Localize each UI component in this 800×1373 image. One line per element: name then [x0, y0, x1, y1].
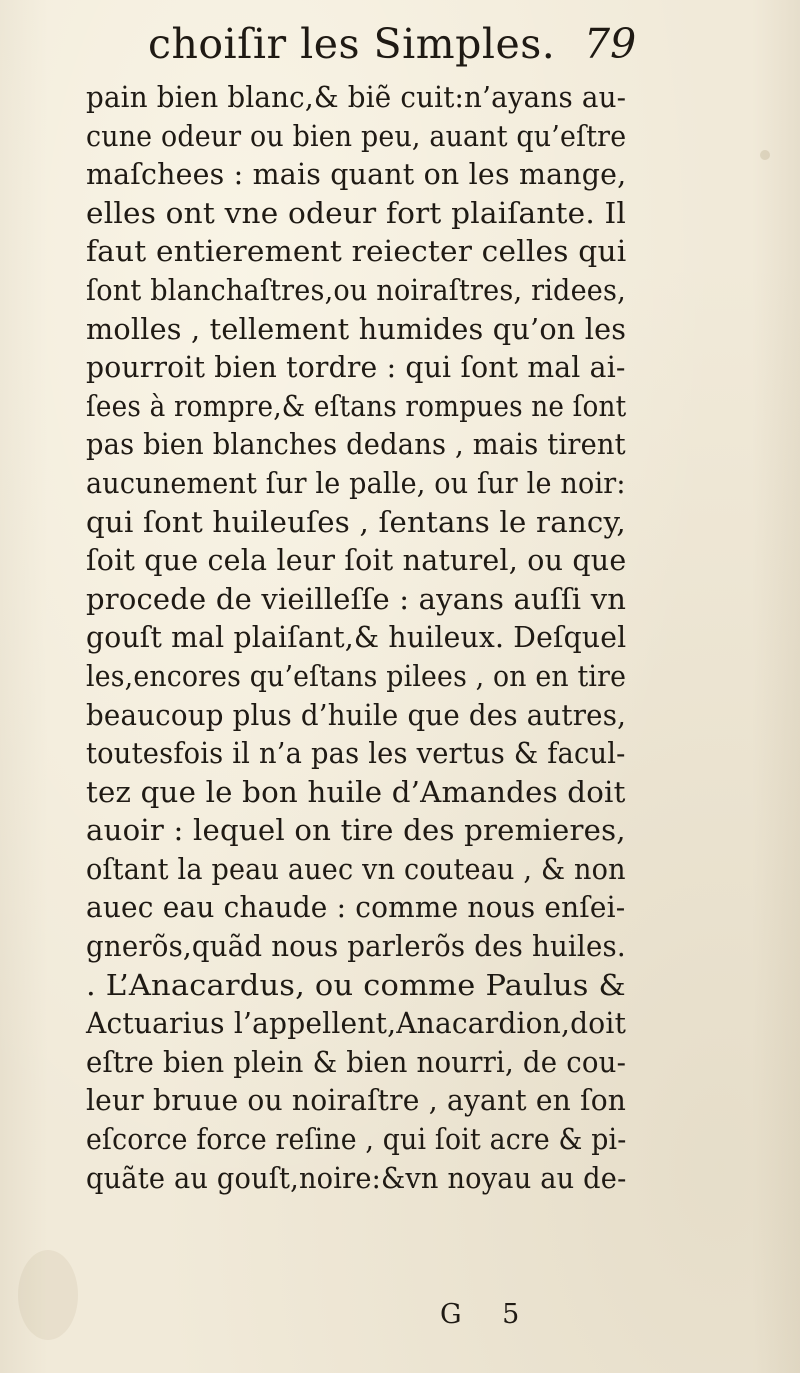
text-line: pas bien blanches dedans , mais tirent [86, 427, 626, 462]
text-line: elles ont vne odeur fort plaiſante. Il [86, 195, 627, 230]
running-title: choiſir les Simples. [148, 20, 556, 68]
text-line: eſtre bien plein & bien nourri, de cou- [86, 1044, 627, 1079]
text-line: toutesfois il n’a pas les vertus & facul- [86, 736, 626, 771]
text-line: faut entierement reiecter celles qui [86, 234, 627, 269]
text-line: pain bien blanc,& biẽ cuit:n’ayans au- [86, 80, 627, 114]
page-header [0, 14, 800, 74]
text-line: ſees à rompre,& eſtans rompues ne ſont [86, 388, 627, 423]
text-line: auec eau chaude : comme nous enſei- [86, 890, 626, 925]
text-line: . L’Anacardus, ou comme Paulus & [86, 967, 626, 1002]
text-line: auoir : lequel on tire des premieres, [86, 813, 626, 848]
text-line: gouſt mal plaiſant,& huileux. Deſquel [86, 620, 627, 655]
text-line: oſtant la peau auec vn couteau , & non [86, 851, 626, 886]
body-text [86, 78, 626, 1197]
text-line: qui ſont huileuſes , ſentans le rancy, [86, 504, 626, 539]
text-line: leur bruue ou noiraſtre , ayant en ſon [86, 1083, 627, 1118]
signature-mark: G 5 [440, 1299, 536, 1330]
text-line: aucunement ſur le palle, ou ſur le noir: [86, 465, 626, 500]
text-line: gnerõs,quãd nous parlerõs des huiles. [86, 929, 626, 964]
text-line: cune odeur ou bien peu, auant qu’eſtre [86, 118, 627, 153]
text-line: molles , tellement humides qu’on les [86, 311, 627, 346]
text-line: procede de vieilleſſe : ayans auſſi vn [86, 581, 627, 616]
text-line: pourroit bien tordre : qui ſont mal ai- [86, 350, 626, 385]
paper-stain [18, 1250, 78, 1340]
page-number: 79 [584, 20, 637, 68]
text-line: beaucoup plus d’huile que des autres, [86, 697, 627, 732]
text-line: Actuarius l’appellent,Anacardion,doit [86, 1006, 627, 1041]
text-line: quãte au gouſt,noire:&vn noyau au de- [86, 1160, 627, 1195]
text-line: tez que le bon huile d’Amandes doit [86, 774, 626, 809]
text-line: ſont blanchaſtres,ou noiraſtres, ridees, [86, 272, 626, 307]
text-line: eſcorce force reſine , qui ſoit acre & pi- [86, 1122, 627, 1157]
text-line: ſoit que cela leur ſoit naturel, ou que [86, 543, 627, 578]
paper-stain [760, 150, 770, 160]
text-line: maſchees : mais quant on les mange, [86, 157, 627, 192]
text-line: les,encores qu’eſtans pilees , on en tire [86, 658, 627, 693]
